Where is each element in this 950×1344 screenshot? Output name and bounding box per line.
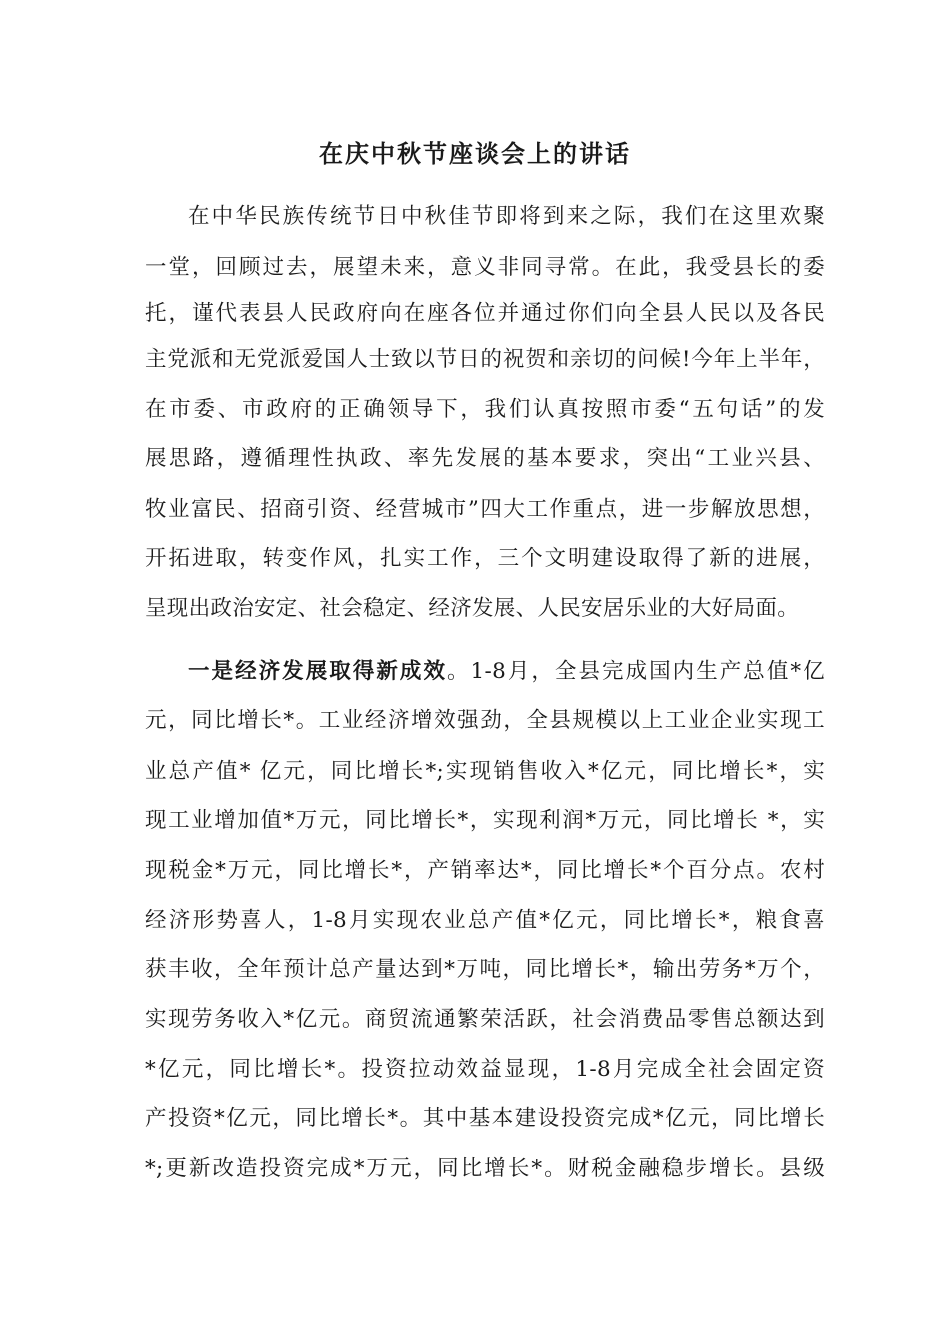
- paragraph-line: 在市委、市政府的正确领导下，我们认真按照市委“五句话”的发: [145, 397, 825, 422]
- paragraph-line: 经济形势喜人，1-8月实现农业总产值*亿元，同比增长*，粮食喜: [145, 908, 825, 933]
- paragraph-line: [188, 654, 825, 690]
- paragraph-line: 现工业增加值*万元，同比增长*，实现利润*万元，同比增长 *，实: [145, 808, 825, 833]
- paragraph-line: 业总产值* 亿元，同比增长*;实现销售收入*亿元，同比增长*，实: [145, 759, 825, 784]
- paragraph-line: 呈现出政治安定、社会稳定、经济发展、人民安居乐业的大好局面。: [145, 596, 800, 621]
- paragraph-line: 一堂，回顾过去，展望未来，意义非同寻常。在此，我受县长的委: [145, 255, 825, 280]
- paragraph-line: *亿元，同比增长*。投资拉动效益显现，1-8月完成全社会固定资: [145, 1057, 825, 1082]
- paragraph-line: *;更新改造投资完成*万元，同比增长*。财税金融稳步增长。县级: [145, 1156, 825, 1181]
- paragraph-line: 牧业富民、招商引资、经营城市”四大工作重点，进一步解放思想，: [145, 497, 825, 522]
- paragraph-line: 开拓进取，转变作风，扎实工作，三个文明建设取得了新的进展，: [145, 546, 825, 571]
- paragraph-line: 获丰收，全年预计总产量达到*万吨，同比增长*，输出劳务*万个，: [145, 957, 825, 982]
- section-heading: 一是经济发展取得新成效: [188, 659, 448, 684]
- paragraph-line: 在中华民族传统节日中秋佳节即将到来之际，我们在这里欢聚: [188, 204, 825, 229]
- page-title: 在庆中秋节座谈会上的讲话: [319, 139, 631, 168]
- paragraph-text: 。1-8月，全县完成国内生产总值*亿: [447, 659, 825, 684]
- paragraph-line: 展思路，遵循理性执政、率先发展的基本要求，突出“工业兴县、: [145, 446, 825, 471]
- paragraph-line: 现税金*万元，同比增长*，产销率达*，同比增长*个百分点。农村: [145, 858, 825, 883]
- paragraph-line: 主党派和无党派爱国人士致以节日的祝贺和亲切的问候!今年上半年，: [145, 347, 825, 372]
- paragraph-line: 实现劳务收入*亿元。商贸流通繁荣活跃，社会消费品零售总额达到: [145, 1007, 825, 1032]
- paragraph-line: 元，同比增长*。工业经济增效强劲，全县规模以上工业企业实现工: [145, 708, 825, 733]
- paragraph-line: 产投资*亿元，同比增长*。其中基本建设投资完成*亿元，同比增长: [145, 1106, 825, 1131]
- paragraph-line: 托，谨代表县人民政府向在座各位并通过你们向全县人民以及各民: [145, 301, 825, 326]
